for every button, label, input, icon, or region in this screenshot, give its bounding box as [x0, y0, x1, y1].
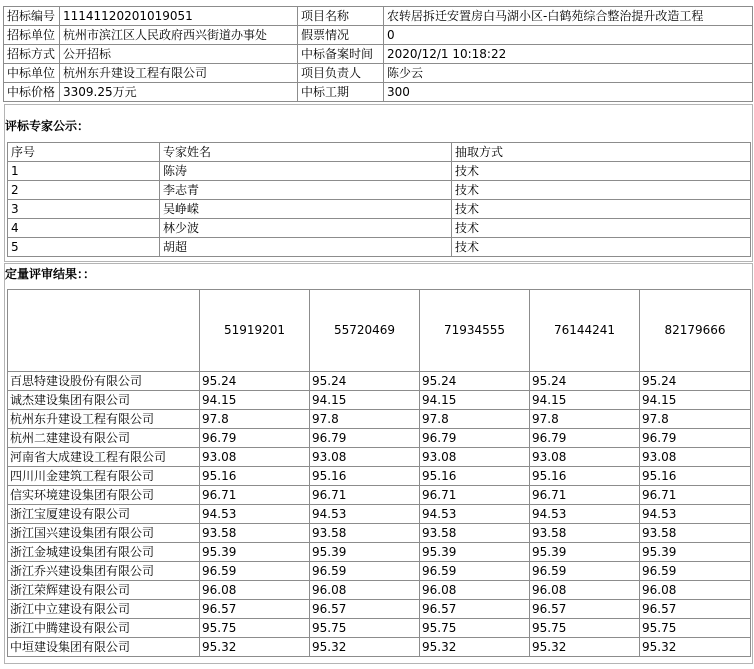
score-cell: 94.53: [420, 505, 530, 524]
experts-header-cell: 抽取方式: [452, 143, 751, 162]
score-cell: 95.24: [420, 372, 530, 391]
score-cell: 96.59: [530, 562, 640, 581]
score-cell: 93.58: [640, 524, 751, 543]
company-name-cell: 浙江乔兴建设集团有限公司: [8, 562, 200, 581]
table-row: [8, 200, 751, 219]
score-cell: 95.75: [530, 619, 640, 638]
table-row: [8, 467, 751, 486]
table-row: [8, 543, 751, 562]
table-row: [8, 238, 751, 257]
table-row: [8, 581, 751, 600]
score-cell: 96.08: [420, 581, 530, 600]
experts-panel: [4, 104, 753, 262]
company-name-cell: 浙江中腾建设有限公司: [8, 619, 200, 638]
info-value: 陈少云: [384, 64, 753, 83]
table-row: [8, 600, 751, 619]
score-cell: 96.71: [420, 486, 530, 505]
score-cell: 95.75: [310, 619, 420, 638]
experts-section-title: 评标专家公示：: [5, 119, 90, 133]
score-cell: 97.8: [310, 410, 420, 429]
company-name-cell: 百思特建设股份有限公司: [8, 372, 200, 391]
scores-panel: [4, 263, 753, 664]
experts-header-row: [8, 143, 751, 162]
score-cell: 95.24: [310, 372, 420, 391]
info-row: [4, 7, 753, 26]
info-value: 杭州东升建设工程有限公司: [60, 64, 298, 83]
expert-cell: 4: [8, 219, 160, 238]
score-cell: 96.59: [310, 562, 420, 581]
scores-section-title: 定量评审结果：：: [5, 267, 96, 281]
score-cell: 93.58: [420, 524, 530, 543]
score-cell: 95.24: [640, 372, 751, 391]
table-row: [8, 391, 751, 410]
expert-cell: 技术: [452, 238, 751, 257]
expert-cell: 吴峥嵘: [160, 200, 452, 219]
score-cell: 96.79: [640, 429, 751, 448]
score-cell: 94.15: [310, 391, 420, 410]
info-value: 11141120201019051: [60, 7, 298, 26]
info-row: [4, 26, 753, 45]
experts-table: [7, 142, 751, 257]
score-cell: 93.58: [310, 524, 420, 543]
info-row: [4, 83, 753, 102]
score-cell: 93.58: [530, 524, 640, 543]
score-cell: 97.8: [640, 410, 751, 429]
scores-header-cell: 71934555: [420, 290, 530, 372]
table-row: [8, 162, 751, 181]
expert-cell: 5: [8, 238, 160, 257]
score-cell: 95.16: [530, 467, 640, 486]
score-cell: 96.59: [640, 562, 751, 581]
experts-header-cell: 序号: [8, 143, 160, 162]
score-cell: 95.16: [640, 467, 751, 486]
info-label: 项目负责人: [298, 64, 384, 83]
score-cell: 96.59: [200, 562, 310, 581]
score-cell: 93.08: [640, 448, 751, 467]
expert-cell: 技术: [452, 200, 751, 219]
table-row: [8, 429, 751, 448]
scores-table: [7, 289, 751, 657]
table-row: [8, 505, 751, 524]
scores-header-row: [8, 290, 751, 372]
score-cell: 96.71: [310, 486, 420, 505]
score-cell: 96.57: [640, 600, 751, 619]
score-cell: 96.79: [420, 429, 530, 448]
score-cell: 97.8: [530, 410, 640, 429]
score-cell: 95.32: [200, 638, 310, 657]
info-label: 招标编号: [4, 7, 60, 26]
scores-header-cell: 55720469: [310, 290, 420, 372]
info-row: [4, 45, 753, 64]
score-cell: 96.79: [200, 429, 310, 448]
score-cell: 95.32: [310, 638, 420, 657]
info-value: 0: [384, 26, 753, 45]
score-cell: 93.08: [530, 448, 640, 467]
info-value: 公开招标: [60, 45, 298, 64]
score-cell: 95.16: [310, 467, 420, 486]
info-label: 中标价格: [4, 83, 60, 102]
score-cell: 95.75: [640, 619, 751, 638]
table-row: [8, 219, 751, 238]
score-cell: 95.32: [420, 638, 530, 657]
experts-header-cell: 专家姓名: [160, 143, 452, 162]
company-name-cell: 浙江金城建设集团有限公司: [8, 543, 200, 562]
company-name-cell: 诚杰建设集团有限公司: [8, 391, 200, 410]
table-row: [8, 410, 751, 429]
score-cell: 94.15: [530, 391, 640, 410]
expert-cell: 技术: [452, 181, 751, 200]
score-cell: 94.15: [200, 391, 310, 410]
table-row: [8, 638, 751, 657]
scores-header-cell: 76144241: [530, 290, 640, 372]
score-cell: 94.15: [420, 391, 530, 410]
info-value: 杭州市滨江区人民政府西兴街道办事处: [60, 26, 298, 45]
score-cell: 95.24: [200, 372, 310, 391]
company-name-cell: 浙江国兴建设集团有限公司: [8, 524, 200, 543]
score-cell: 96.71: [200, 486, 310, 505]
company-name-cell: 浙江中立建设有限公司: [8, 600, 200, 619]
score-cell: 96.79: [530, 429, 640, 448]
company-name-cell: 杭州东升建设工程有限公司: [8, 410, 200, 429]
expert-cell: 陈涛: [160, 162, 452, 181]
info-label: 招标单位: [4, 26, 60, 45]
company-name-cell: 信实环境建设集团有限公司: [8, 486, 200, 505]
expert-cell: 2: [8, 181, 160, 200]
score-cell: 95.32: [640, 638, 751, 657]
scores-header-cell: 82179666: [640, 290, 751, 372]
score-cell: 97.8: [200, 410, 310, 429]
expert-cell: 胡超: [160, 238, 452, 257]
score-cell: 96.57: [420, 600, 530, 619]
expert-cell: 1: [8, 162, 160, 181]
score-cell: 95.39: [640, 543, 751, 562]
score-cell: 93.08: [420, 448, 530, 467]
score-cell: 96.59: [420, 562, 530, 581]
score-cell: 93.58: [200, 524, 310, 543]
score-cell: 93.08: [200, 448, 310, 467]
table-row: [8, 619, 751, 638]
info-label: 假票情况: [298, 26, 384, 45]
company-name-cell: 浙江荣辉建设有限公司: [8, 581, 200, 600]
expert-cell: 李志青: [160, 181, 452, 200]
company-name-cell: 浙江宝厦建设有限公司: [8, 505, 200, 524]
scores-header-cell: 51919201: [200, 290, 310, 372]
score-cell: 95.39: [310, 543, 420, 562]
company-name-cell: 杭州二建建设有限公司: [8, 429, 200, 448]
score-cell: 95.32: [530, 638, 640, 657]
score-cell: 96.08: [200, 581, 310, 600]
info-label: 中标单位: [4, 64, 60, 83]
score-cell: 96.57: [310, 600, 420, 619]
table-row: [8, 448, 751, 467]
info-label: 中标备案时间: [298, 45, 384, 64]
score-cell: 96.08: [530, 581, 640, 600]
table-row: [8, 562, 751, 581]
info-label: 招标方式: [4, 45, 60, 64]
score-cell: 96.57: [200, 600, 310, 619]
score-cell: 95.75: [200, 619, 310, 638]
score-cell: 95.39: [420, 543, 530, 562]
score-cell: 97.8: [420, 410, 530, 429]
company-name-cell: 中垣建设集团有限公司: [8, 638, 200, 657]
info-value: 300: [384, 83, 753, 102]
expert-cell: 3: [8, 200, 160, 219]
company-name-cell: 河南省大成建设工程有限公司: [8, 448, 200, 467]
expert-cell: 技术: [452, 219, 751, 238]
score-cell: 96.71: [640, 486, 751, 505]
company-name-cell: 四川川金建筑工程有限公司: [8, 467, 200, 486]
info-value: 2020/12/1 10:18:22: [384, 45, 753, 64]
score-cell: 95.16: [200, 467, 310, 486]
table-row: [8, 181, 751, 200]
score-cell: 96.71: [530, 486, 640, 505]
score-cell: 95.16: [420, 467, 530, 486]
score-cell: 94.15: [640, 391, 751, 410]
score-cell: 96.08: [310, 581, 420, 600]
score-cell: 94.53: [640, 505, 751, 524]
score-cell: 95.75: [420, 619, 530, 638]
table-row: [8, 486, 751, 505]
score-cell: 96.57: [530, 600, 640, 619]
scores-header-cell: [8, 290, 200, 372]
table-row: [8, 524, 751, 543]
table-row: [8, 372, 751, 391]
score-cell: 96.08: [640, 581, 751, 600]
info-value: 3309.25万元: [60, 83, 298, 102]
tender-info-table: [3, 6, 753, 102]
score-cell: 95.24: [530, 372, 640, 391]
score-cell: 93.08: [310, 448, 420, 467]
score-cell: 95.39: [530, 543, 640, 562]
score-cell: 94.53: [200, 505, 310, 524]
score-cell: 94.53: [310, 505, 420, 524]
score-cell: 95.39: [200, 543, 310, 562]
info-row: [4, 64, 753, 83]
info-label: 中标工期: [298, 83, 384, 102]
info-label: 项目名称: [298, 7, 384, 26]
score-cell: 94.53: [530, 505, 640, 524]
expert-cell: 林少波: [160, 219, 452, 238]
score-cell: 96.79: [310, 429, 420, 448]
expert-cell: 技术: [452, 162, 751, 181]
info-value: 农转居拆迁安置房白马湖小区-白鹤苑综合整治提升改造工程: [384, 7, 753, 26]
